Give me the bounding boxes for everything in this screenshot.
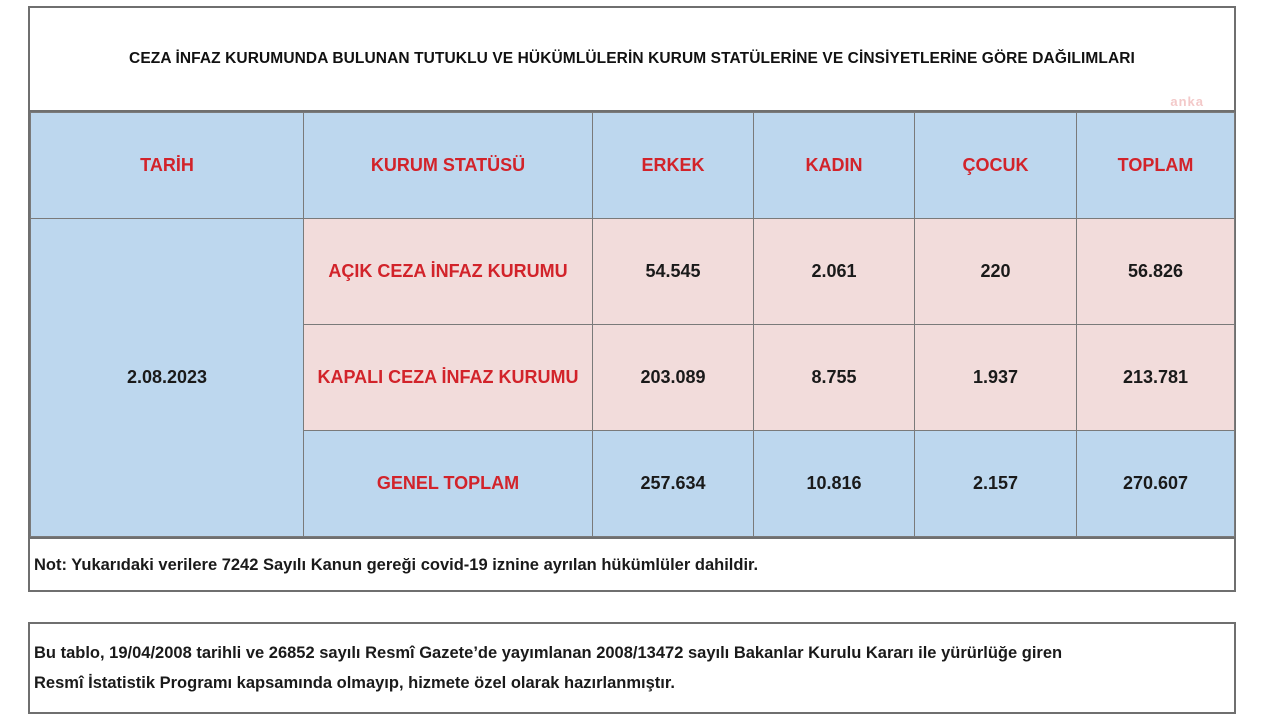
date-cell: 2.08.2023	[31, 219, 304, 537]
cocuk-cell: 1.937	[915, 325, 1077, 431]
header-kurum-statusu: KURUM STATÜSÜ	[304, 113, 593, 219]
toplam-cell: 56.826	[1077, 219, 1235, 325]
header-kadin: KADIN	[754, 113, 915, 219]
kadin-cell: 8.755	[754, 325, 915, 431]
footer-line-2: Resmî İstatistik Programı kapsamında olmayıp, hizmete özel olarak hazırlanmıştır.	[34, 674, 675, 692]
table-header-row	[31, 113, 1235, 219]
watermark-logo: anka	[1170, 94, 1204, 109]
header-erkek: ERKEK	[593, 113, 754, 219]
header-toplam: TOPLAM	[1077, 113, 1235, 219]
toplam-cell: 270.607	[1077, 431, 1235, 537]
erkek-cell: 257.634	[593, 431, 754, 537]
erkek-cell: 54.545	[593, 219, 754, 325]
toplam-cell: 213.781	[1077, 325, 1235, 431]
table-row	[31, 219, 1235, 325]
header-cocuk: ÇOCUK	[915, 113, 1077, 219]
header-tarih: TARİH	[31, 113, 304, 219]
table-note: Not: Yukarıdaki verilere 7242 Sayılı Kanun gereği covid-19 iznine ayrılan hükümlüler dahildir.	[30, 537, 1234, 592]
kadin-cell: 10.816	[754, 431, 915, 537]
cocuk-cell: 220	[915, 219, 1077, 325]
status-cell: AÇIK CEZA İNFAZ KURUMU	[304, 219, 593, 325]
erkek-cell: 203.089	[593, 325, 754, 431]
status-cell: GENEL TOPLAM	[304, 431, 593, 537]
distribution-table	[30, 112, 1235, 537]
cocuk-cell: 2.157	[915, 431, 1077, 537]
page-title: CEZA İNFAZ KURUMUNDA BULUNAN TUTUKLU VE HÜKÜMLÜLERİN KURUM STATÜLERİNE VE CİNSİYETLERİNE GÖRE DAĞILIMLARI	[30, 8, 1234, 112]
statistics-table-frame	[28, 6, 1236, 592]
footer-line-1: Bu tablo, 19/04/2008 tarihli ve 26852 sayılı Resmî Gazete’de yayımlanan 2008/13472 sayılı Bakanlar Kurulu Kararı ile yürürlüğe giren	[34, 644, 1063, 662]
kadin-cell: 2.061	[754, 219, 915, 325]
footer-disclaimer	[28, 622, 1236, 714]
status-cell: KAPALI CEZA İNFAZ KURUMU	[304, 325, 593, 431]
